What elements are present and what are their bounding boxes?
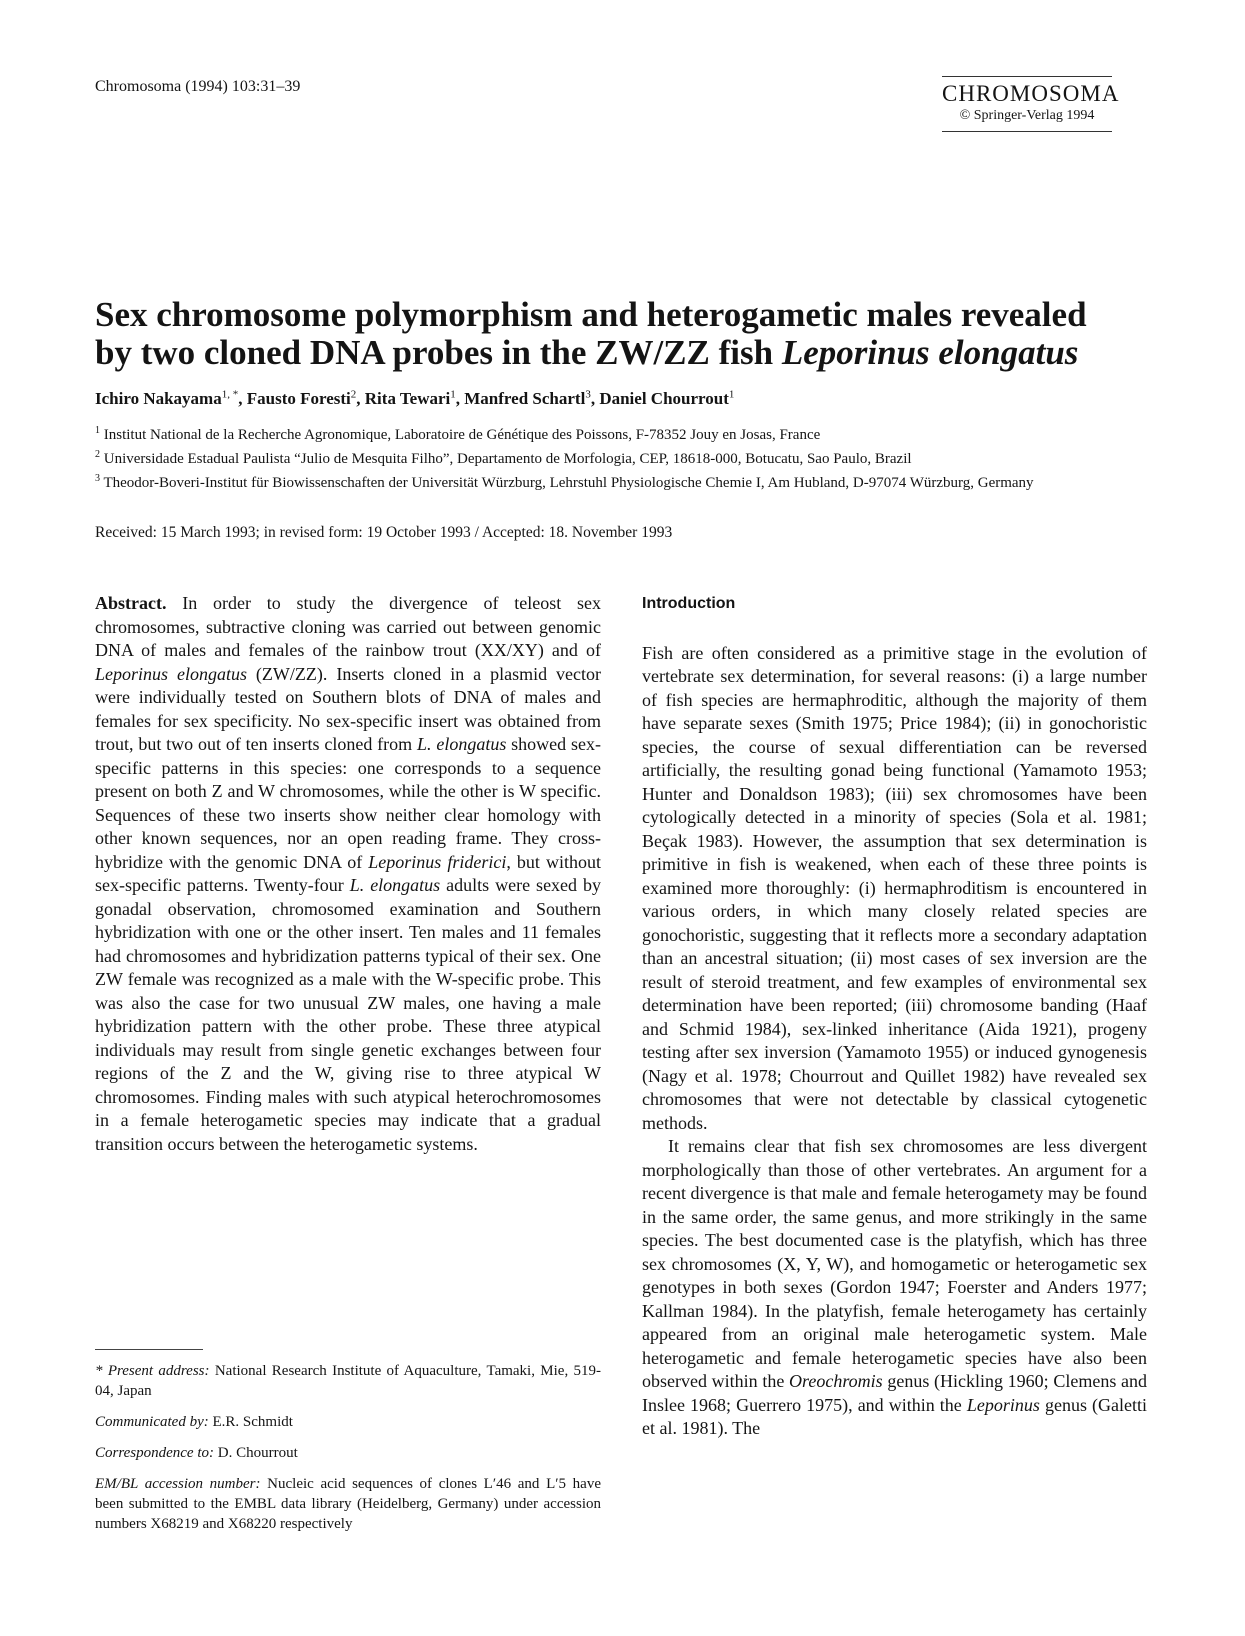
author-list	[95, 388, 734, 409]
footnote-embl: EM/BL accession number: Nucleic acid sequences of clones L′46 and L′5 have been submitted to the EMBL data library (Heidelberg, Germany) under accession numbers X68219 and X68220 respectively	[95, 1476, 602, 1532]
introduction-heading: Introduction	[642, 595, 736, 612]
title-species: Leporinus elongatus	[781, 333, 1079, 372]
author: Ichiro Nakayama$^{1, *}$,	[95, 388, 247, 408]
affiliation: $^3$ Theodor-Boveri-Institut für Biowissenschaften der Universität Würzburg, Lehrstuhl Physiologische Chemie I, Am Hubland, D-97074 Würzburg, Germany	[95, 473, 1034, 491]
footnote-present-address: * Present address: National Research Institute of Aquaculture, Tamaki, Mie, 519-04, Japan	[95, 1363, 602, 1399]
author: Fausto Foresti$^2$,	[246, 388, 365, 408]
author: Daniel Chourrout$^1$	[599, 388, 735, 408]
footnotes	[95, 1361, 601, 1545]
running-head: Chromosoma (1994) 103:31–39	[95, 78, 301, 95]
title-line-1: Sex chromosome polymorphism and heterogametic males revealed	[95, 295, 1087, 334]
footnote-correspondence: Correspondence to: D. Chourrout	[95, 1445, 298, 1461]
paper-title	[95, 296, 1155, 372]
abstract	[95, 592, 601, 1156]
introduction	[642, 592, 1147, 1441]
publisher-copyright: © Springer-Verlag 1994	[959, 108, 1095, 123]
title-line-2: by two cloned DNA probes in the ZW/ZZ fish	[95, 333, 782, 372]
abstract-text: Abstract. In order to study the divergence of teleost sex chromosomes, subtractive cloning was carried out between genomic DNA of males and females of the rainbow trout (XX/XY) and of Leporinus elongatus (ZW/ZZ). Inserts cloned in a plasmid vector were individually tested on Southern blots of DNA of males and females for sex specificity. No sex-specific insert was obtained from trout, but two out of ten inserts cloned from L. elongatus showed sex-specific patterns in this species: one corresponds to a sequence present on both Z and W chromosomes, while the other is W specific. Sequences of these two inserts show neither clear homology with other known sequences, nor an open reading frame. They cross-hybridize with the genomic DNA of Leporinus friderici, but without sex-specific patterns. Twenty-four L. elongatus adults were sexed by gonadal observation, chromosomed examination and Southern hybridization with one or the other insert. Ten males and 11 females had chromosomes and hybridization patterns typical of their sex. One ZW female was recognized as a male with the W-specific probe. This was also the case for two unusual ZW males, one having a male hybridization pattern with the other probe. These three atypical individuals may result from single genetic exchanges between four regions of the Z and the W, giving rise to three atypical W chromosomes. Finding males with such atypical heterochromosomes in a female heterogametic species may indicate that a gradual transition occurs between the heterogametic systems.	[95, 593, 602, 1154]
affiliations	[95, 421, 1155, 493]
affiliation: $^1$ Institut National de la Recherche Agronomique, Laboratoire de Génétique des Poissons, F-78352 Jouy en Josas, France	[95, 425, 821, 443]
footnote-divider	[95, 1349, 203, 1350]
affiliation: $^2$ Universidade Estadual Paulista “Julio de Mesquita Filho”, Departamento de Morfologia, CEP, 18618-000, Botucatu, Sao Paulo, Brazil	[95, 449, 912, 467]
introduction-paragraph-2: It remains clear that fish sex chromosomes are less divergent morphologically than those of other vertebrates. An argument for a recent divergence is that male and female heterogamety may be found in the same order, the same genus, and more strikingly in the same species. The best documented case is the platyfish, which has three sex chromosomes (X, Y, W), and homogametic or heterogametic sex genotypes in both sexes (Gordon 1947; Foerster and Anders 1977; Kallman 1984). In the platyfish, female heterogamety has certainly appeared from an original male heterogametic system. Male heterogametic and female heterogametic species have also been observed within the Oreochromis genus (Hickling 1960; Clemens and Inslee 1968; Guerrero 1975), and within the Leporinus genus (Galetti et al. 1981). The	[642, 1136, 1147, 1438]
introduction-paragraph-1: Fish are often considered as a primitive stage in the evolution of vertebrate sex determination, for several reasons: (i) a large number of fish species are hermaphroditic, although the majority of them have separate sexes (Smith 1975; Price 1984); (ii) in gonochoristic species, the course of sexual differentiation can be reversed artificially, the resulting gonad being functional (Yamamoto 1953; Hunter and Donaldson 1983); (iii) sex chromosomes have been cytologically detected in a minority of species (Sola et al. 1981; Beçak 1983). However, the assumption that sex determination is primitive in fish is weakened, when each of these three points is examined more thoroughly: (i) hermaphroditism is encountered in various orders, in which many closely related species are gonochoristic, suggesting that it reflects more a secondary adaptation than an ancestral situation; (ii) most cases of sex inversion are the result of steroid treatment, and few examples of environmental sex determination have been reported; (iii) chromosome banding (Haaf and Schmid 1984), sex-linked inheritance (Aida 1921), progeny testing after sex inversion (Yamamoto 1955) or induced gynogenesis (Nagy et al. 1978; Chourrout and Quillet 1982) have revealed sex chromosomes that were not detectable by classical cytogenetic methods.	[642, 642, 1147, 1133]
footnote-communicated: Communicated by: E.R. Schmidt	[95, 1414, 293, 1430]
journal-box	[942, 76, 1120, 132]
author: Rita Tewari$^1$,	[364, 388, 465, 408]
journal-name: CHROMOSOMA	[942, 81, 1120, 106]
author: Manfred Schartl$^3$,	[464, 388, 600, 408]
received-dates: Received: 15 March 1993; in revised form: 19 October 1993 / Accepted: 18. November 1993	[95, 524, 673, 541]
abstract-heading: Abstract.	[95, 593, 167, 613]
